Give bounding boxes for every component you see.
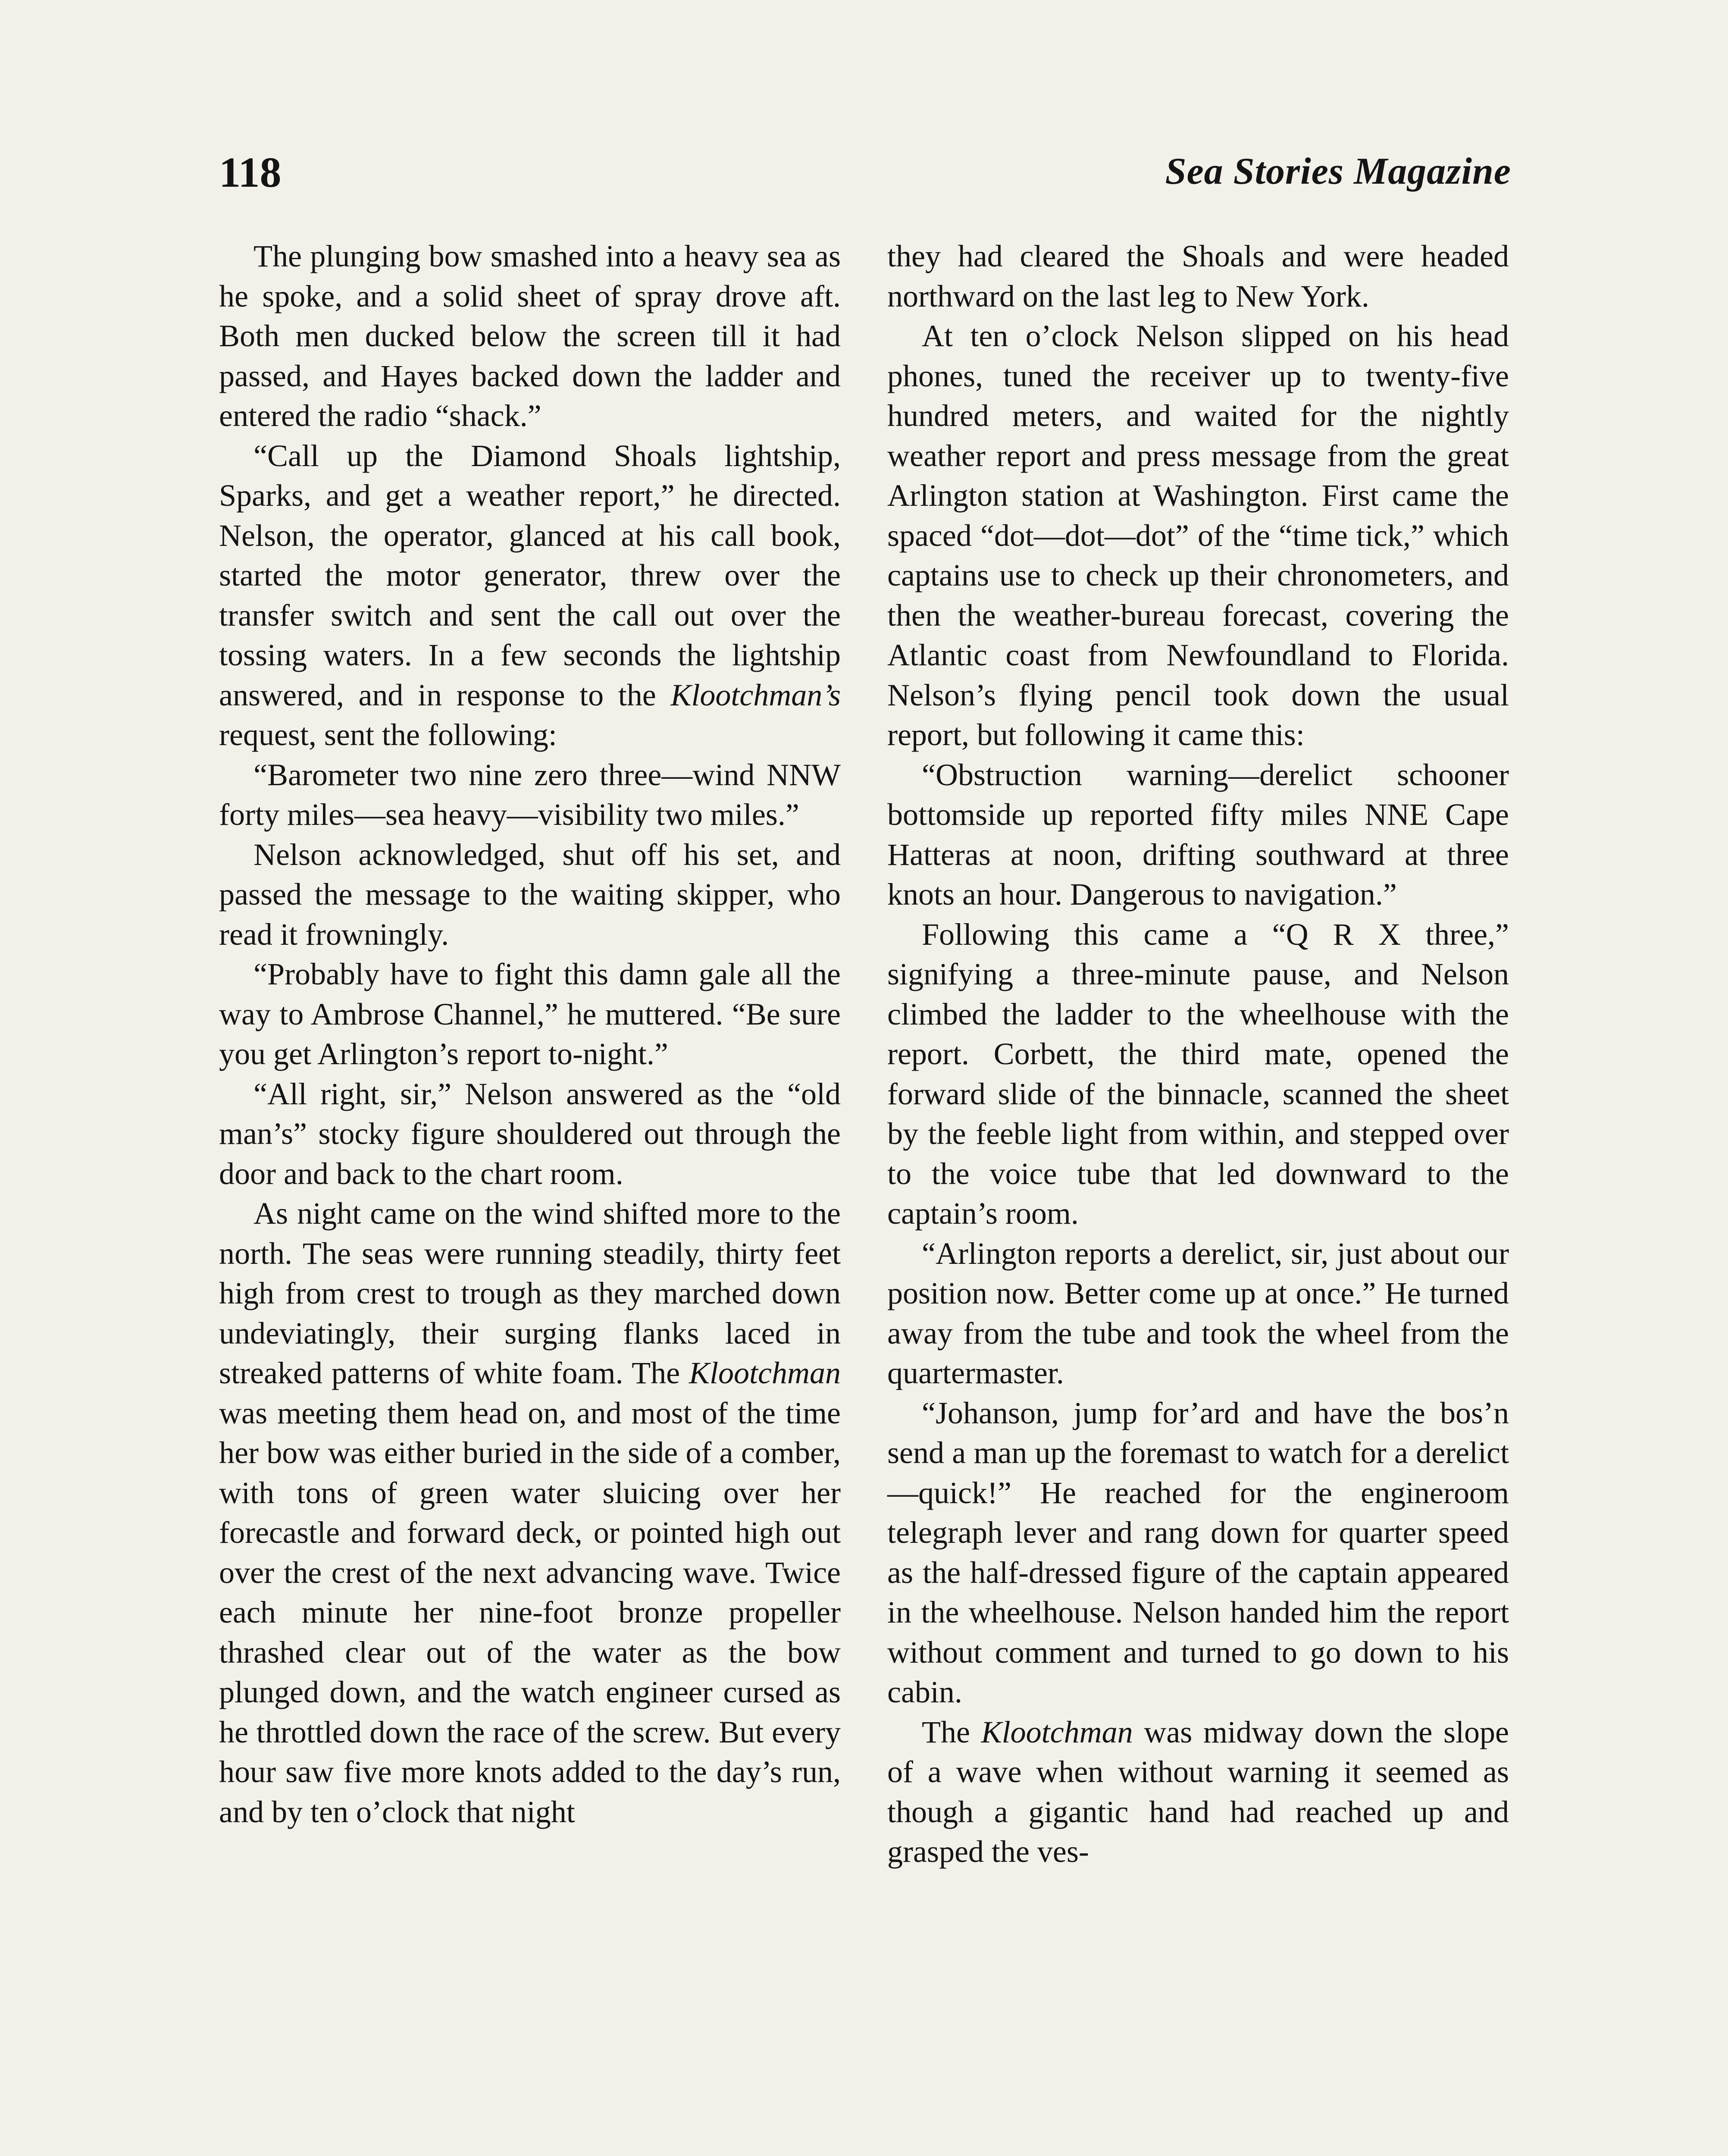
paragraph: “Arlington reports a derelict, sir, just about our position now. Better come up at once.” He turned away from the tube and took the wheel from the quartermaster. <box>887 1236 1509 1390</box>
running-title: Sea Stories Magazine <box>1165 150 1511 192</box>
paragraph-text: “Call up the Diamond Shoals lightship, Sparks, and get a weather report,” he directed. Nelson, the operator, glanced at his call book, started the motor generator, threw over the transfer switch and sent the call out over the tossing waters. In a few seconds the lightship answered, and in response to the <box>219 438 841 712</box>
left-column <box>219 236 841 1832</box>
paragraph-text: The <box>922 1714 970 1749</box>
ship-name: Klootchman’s <box>670 677 841 712</box>
paragraph: “All right, sir,” Nelson answered as the “old man’s” stocky figure shouldered out through the door and back to the chart room. <box>219 1076 841 1191</box>
paragraph-text: As night came on the wind shifted more to the north. The seas were running steadily, thirty feet high from crest to trough as they marched down undeviatingly, their surging flanks laced in streaked patterns of white foam. The <box>219 1196 841 1390</box>
paragraph <box>219 1194 841 1832</box>
page-number: 118 <box>219 148 282 196</box>
paragraph-text: request, sent the following: <box>219 718 557 752</box>
paragraph: The plunging bow smashed into a heavy sea as he spoke, and a solid sheet of spray drove aft. Both men ducked below the screen till it had passed, and Hayes backed down the ladder and entered the radio “shack.” <box>219 239 841 433</box>
paragraph <box>887 1712 1509 1872</box>
paragraph: “Johanson, jump for’ard and have the bos’n send a man up the foremast to watch for a derelict—quick!” He reached for the engineroom telegraph lever and rang down for quarter speed as the half-dressed figure of the captain appeared in the wheelhouse. Nelson handed him the report without comment and turned to go down to his cabin. <box>887 1395 1509 1709</box>
paragraph: “Barometer two nine zero three—wind NNW forty miles—sea heavy—visibility two miles.” <box>219 757 841 832</box>
paragraph-text: was midway down the slope of a wave when without warning it seemed as though a gigantic hand had reached up and grasped the ves- <box>887 1714 1509 1869</box>
paragraph-text: was meeting them head on, and most of the time her bow was either buried in the side of a comber, with tons of green water sluicing over her forecastle and forward deck, or pointed high out over the crest of the next advancing wave. Twice each minute her nine-foot bronze propeller thrashed clear out of the water as the bow plunged down, and the watch engineer cursed as he throttled down the race of the screw. But every hour saw five more knots added to the day’s run, and by ten o’clock that night <box>219 1395 841 1829</box>
ship-name: Klootchman <box>981 1714 1133 1749</box>
paragraph: Following this came a “Q R X three,” signifying a three-minute pause, and Nelson climbed the ladder to the wheelhouse with the report. Corbett, the third mate, opened the forward slide of the binnacle, scanned the sheet by the feeble light from within, and stepped over to the voice tube that led downward to the captain’s room. <box>887 917 1509 1231</box>
paragraph <box>219 436 841 755</box>
right-column <box>887 236 1509 1872</box>
ship-name: Klootchman <box>689 1356 841 1390</box>
paragraph: Nelson acknowledged, shut off his set, and passed the message to the waiting skipper, who read it frowningly. <box>219 837 841 952</box>
paragraph: “Probably have to fight this damn gale all the way to Ambrose Channel,” he muttered. “Be sure you get Arlington’s report to-night.” <box>219 957 841 1071</box>
paragraph-continued: they had cleared the Shoals and were headed northward on the last leg to New York. <box>887 239 1509 313</box>
paragraph: At ten o’clock Nelson slipped on his head phones, tuned the receiver up to twenty-five hundred meters, and waited for the nightly weather report and press message from the great Arlington station at Washington. First came the spaced “dot—dot—dot” of the “time tick,” which captains use to check up their chronometers, and then the weather-bureau forecast, covering the Atlantic coast from Newfoundland to Florida. Nelson’s flying pencil took down the usual report, but following it came this: <box>887 319 1509 752</box>
paragraph: “Obstruction warning—derelict schooner bottomside up reported fifty miles NNE Cape Hatteras at noon, drifting southward at three knots an hour. Dangerous to navigation.” <box>887 757 1509 912</box>
